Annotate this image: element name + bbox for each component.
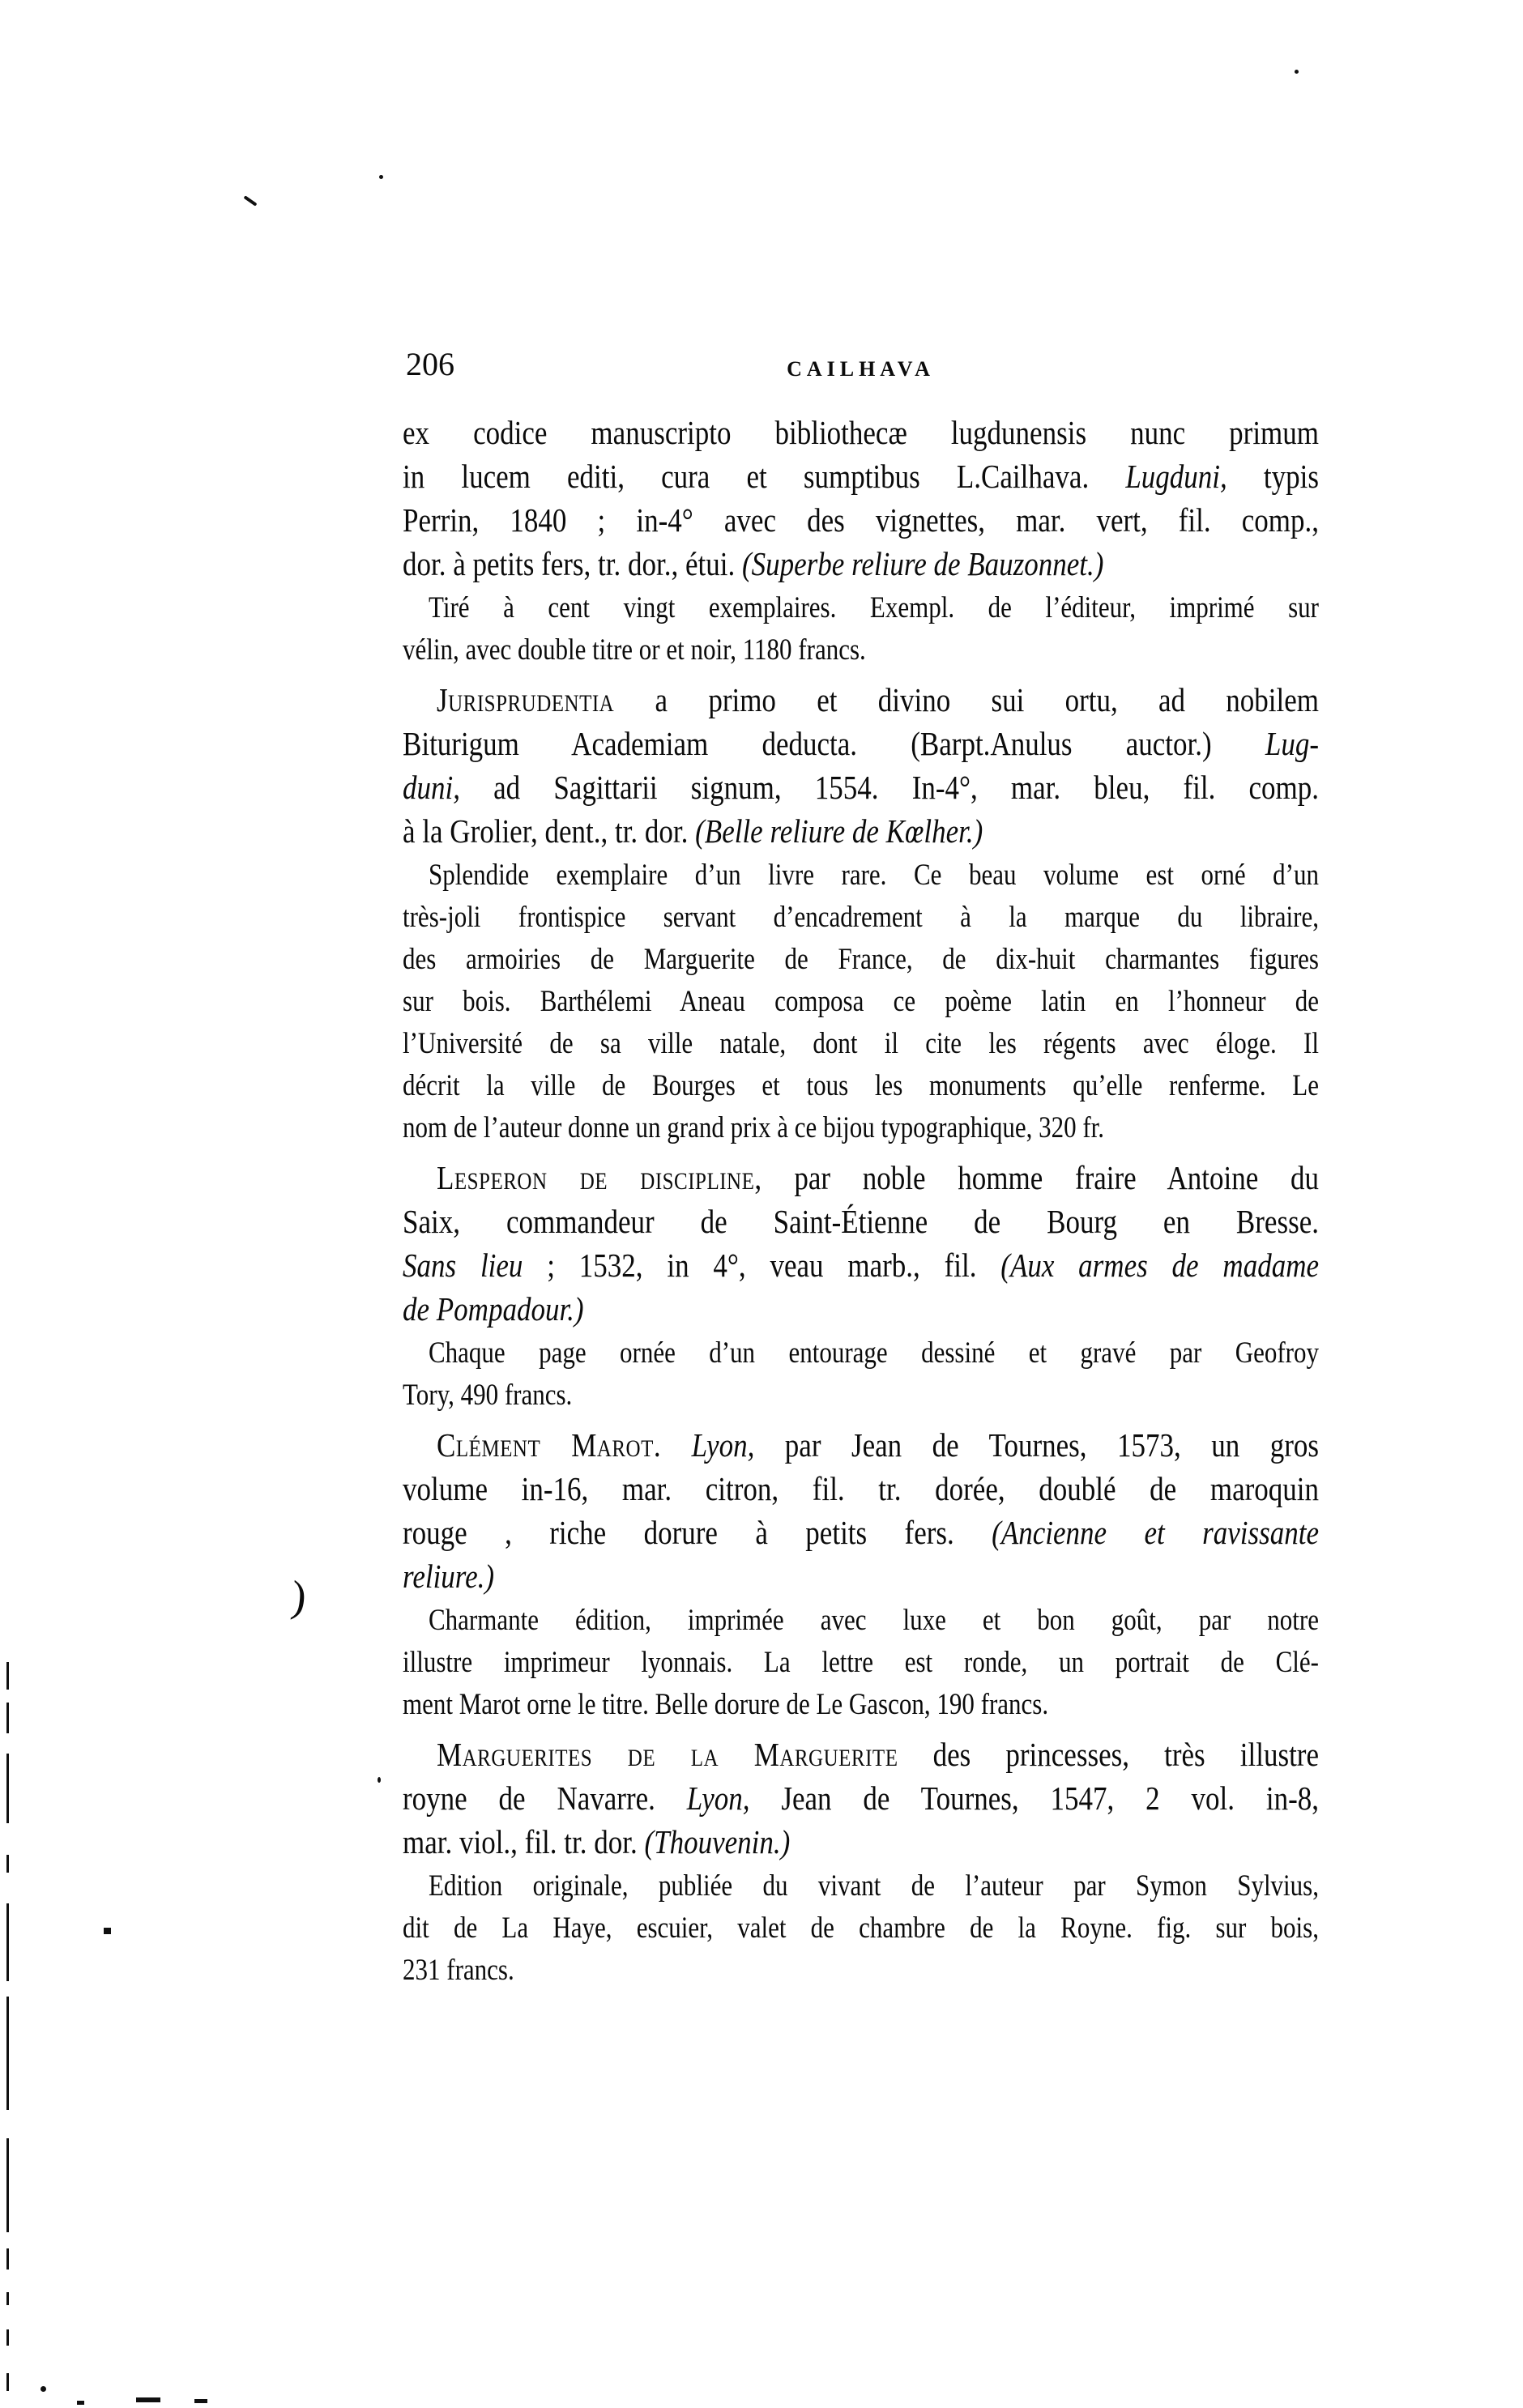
body-text: in lucem editi, cura et sumptibus L.Cailhava. (403, 458, 1126, 496)
paragraph-continuation (403, 411, 1319, 586)
body-text: par Jean de Tournes, 1573, un gros (754, 1426, 1319, 1464)
scan-edge-line (6, 2329, 9, 2346)
italic-text: duni, (403, 769, 460, 807)
paragraph-jurisprudentia (403, 679, 1319, 854)
body-text: volume in-16, mar. citron, fil. tr. dorée, doublé de maroquin (403, 1470, 1319, 1508)
body-text: nom de l’auteur donne un grand prix à ce bijou typographique, 320 fr. (403, 1110, 1105, 1144)
body-text: Charmante édition, imprimée avec luxe et bon goût, par notre (429, 1602, 1319, 1637)
body-text: ex codice manuscripto bibliothecæ lugdunensis nunc primum (403, 414, 1319, 452)
body-text: dor. à petits fers, tr. dor., étui. (403, 545, 742, 583)
smallcaps-title: Marguerites de la Marguerite (437, 1736, 898, 1774)
italic-text: Lyon, (686, 1779, 750, 1818)
body-text: royne de Navarre. (403, 1779, 687, 1818)
body-text: dit de La Haye, escuier, valet de chambre de la Royne. fig. sur bois, (403, 1910, 1319, 1945)
italic-text: reliure.) (403, 1558, 495, 1596)
smallcaps-title: Clément Marot. (437, 1426, 662, 1464)
body-text: ment Marot orne le titre. Belle dorure de Le Gascon, 190 francs. (403, 1686, 1049, 1721)
body-text: décrit la ville de Bourges et tous les monuments qu’elle renferme. Le (403, 1068, 1319, 1102)
scan-speck (104, 1928, 111, 1934)
smallcaps-title: Lesperon de discipline, (437, 1159, 762, 1197)
italic-text: (Ancienne et ravissante (992, 1514, 1319, 1552)
body-text: Splendide exemplaire d’un livre rare. Ce beau volume est orné d’un (429, 857, 1319, 892)
scan-bottom-mark (194, 2399, 207, 2403)
italic-text: (Belle reliure de Kœlher.) (695, 812, 983, 850)
paragraph-note-charmante (403, 1599, 1319, 1725)
text-line (403, 1945, 1319, 1994)
body-text: des princesses, très illustre (898, 1736, 1319, 1774)
scan-edge-line (6, 1703, 9, 1733)
page-header (403, 347, 1319, 403)
body-text: rouge , riche dorure à petits fers. (403, 1514, 992, 1552)
scan-edge-line (6, 1997, 9, 2110)
italic-text: (Aux armes de madame (1000, 1247, 1319, 1285)
body-text: Tory, 490 francs. (403, 1377, 573, 1412)
scan-speck (77, 2401, 84, 2405)
margin-paren-mark: ) (288, 1571, 309, 1622)
body-text: Saix, commandeur de Saint-Étienne de Bourg en Bresse. (403, 1203, 1319, 1241)
body-text: très-joli frontispice servant d’encadrement à la marque du libraire, (403, 899, 1319, 934)
italic-text: Lugduni, (1125, 458, 1227, 496)
smallcaps-title: Jurisprudentia (437, 681, 615, 719)
paragraph-note-tire (403, 586, 1319, 671)
body-text: Chaque page ornée d’un entourage dessiné et gravé par Geofroy (429, 1335, 1319, 1370)
body-text: vélin, avec double titre or et noir, 1180 francs. (403, 632, 866, 667)
paragraph-note-chaque (403, 1332, 1319, 1416)
running-title: CAILHAVA (787, 357, 935, 381)
scan-speck (1295, 70, 1299, 74)
body-text (661, 1426, 691, 1464)
paragraph-clement-marot (403, 1424, 1319, 1599)
italic-text: Lug- (1265, 725, 1319, 763)
scan-speck (41, 2386, 46, 2392)
text-block (403, 347, 1319, 1991)
text-line (403, 624, 1319, 674)
paragraph-lesperon (403, 1157, 1319, 1332)
body-text: ad Sagittarii signum, 1554. In-4°, mar. bleu, fil. comp. (459, 769, 1319, 807)
italic-text: Sans lieu (403, 1247, 523, 1285)
body-text: mar. viol., fil. tr. dor. (403, 1823, 645, 1861)
body-text: illustre imprimeur lyonnais. La lettre est ronde, un portrait de Clé- (403, 1644, 1319, 1679)
body-text: Edition originale, publiée du vivant de l’auteur par Symon Sylvius, (429, 1868, 1319, 1903)
text-line (403, 1102, 1319, 1152)
scan-speck (243, 195, 257, 207)
scan-edge-line (6, 1903, 9, 1981)
body-text: Jean de Tournes, 1547, 2 vol. in-8, (749, 1779, 1319, 1818)
italic-text: (Superbe reliure de Bauzonnet.) (741, 545, 1104, 583)
body-text: des armoiries de Marguerite de France, de dix-huit charmantes figures (403, 941, 1319, 976)
scan-bottom-mark (136, 2397, 160, 2402)
scan-edge-line (6, 1855, 9, 1873)
scan-edge-line (6, 2138, 9, 2232)
paragraph-marguerites (403, 1733, 1319, 1865)
body-text: Tiré à cent vingt exemplaires. Exempl. de l’éditeur, imprimé sur (429, 590, 1319, 624)
paragraph-note-splendide (403, 854, 1319, 1149)
body-text: Perrin, 1840 ; in-4° avec des vignettes, mar. vert, fil. comp., (403, 501, 1319, 539)
scan-edge-line (6, 1754, 9, 1823)
scan-edge-line (6, 2373, 9, 2391)
page-number: 206 (406, 346, 454, 382)
body-text: ; 1532, in 4°, veau marb., fil. (523, 1247, 1001, 1285)
body-text: par noble homme fraire Antoine du (762, 1159, 1319, 1197)
scan-speck (379, 175, 383, 179)
italic-text: (Thouvenin.) (644, 1823, 791, 1861)
body-text: l’Université de sa ville natale, dont il cite les régents avec éloge. Il (403, 1025, 1319, 1060)
body-text: typis (1227, 458, 1320, 496)
paragraph-note-edition (403, 1865, 1319, 1991)
scan-edge-line (6, 2292, 9, 2305)
body-text: Biturigum Academiam deducta. (Barpt.Anulus auctor.) (403, 725, 1265, 763)
scan-speck (378, 1777, 381, 1783)
body-text: à la Grolier, dent., tr. dor. (403, 812, 696, 850)
italic-text: de Pompadour.) (403, 1290, 584, 1328)
body-text: a primo et divino sui ortu, ad nobilem (614, 681, 1319, 719)
text-line (403, 1679, 1319, 1728)
body-text: 231 francs. (403, 1952, 514, 1987)
body-text: sur bois. Barthélemi Aneau composa ce poème latin en l’honneur de (403, 983, 1319, 1018)
text-line (403, 1370, 1319, 1419)
scan-edge-line (6, 1662, 9, 1690)
scan-edge-line (6, 2248, 9, 2269)
italic-text: Lyon, (691, 1426, 755, 1464)
